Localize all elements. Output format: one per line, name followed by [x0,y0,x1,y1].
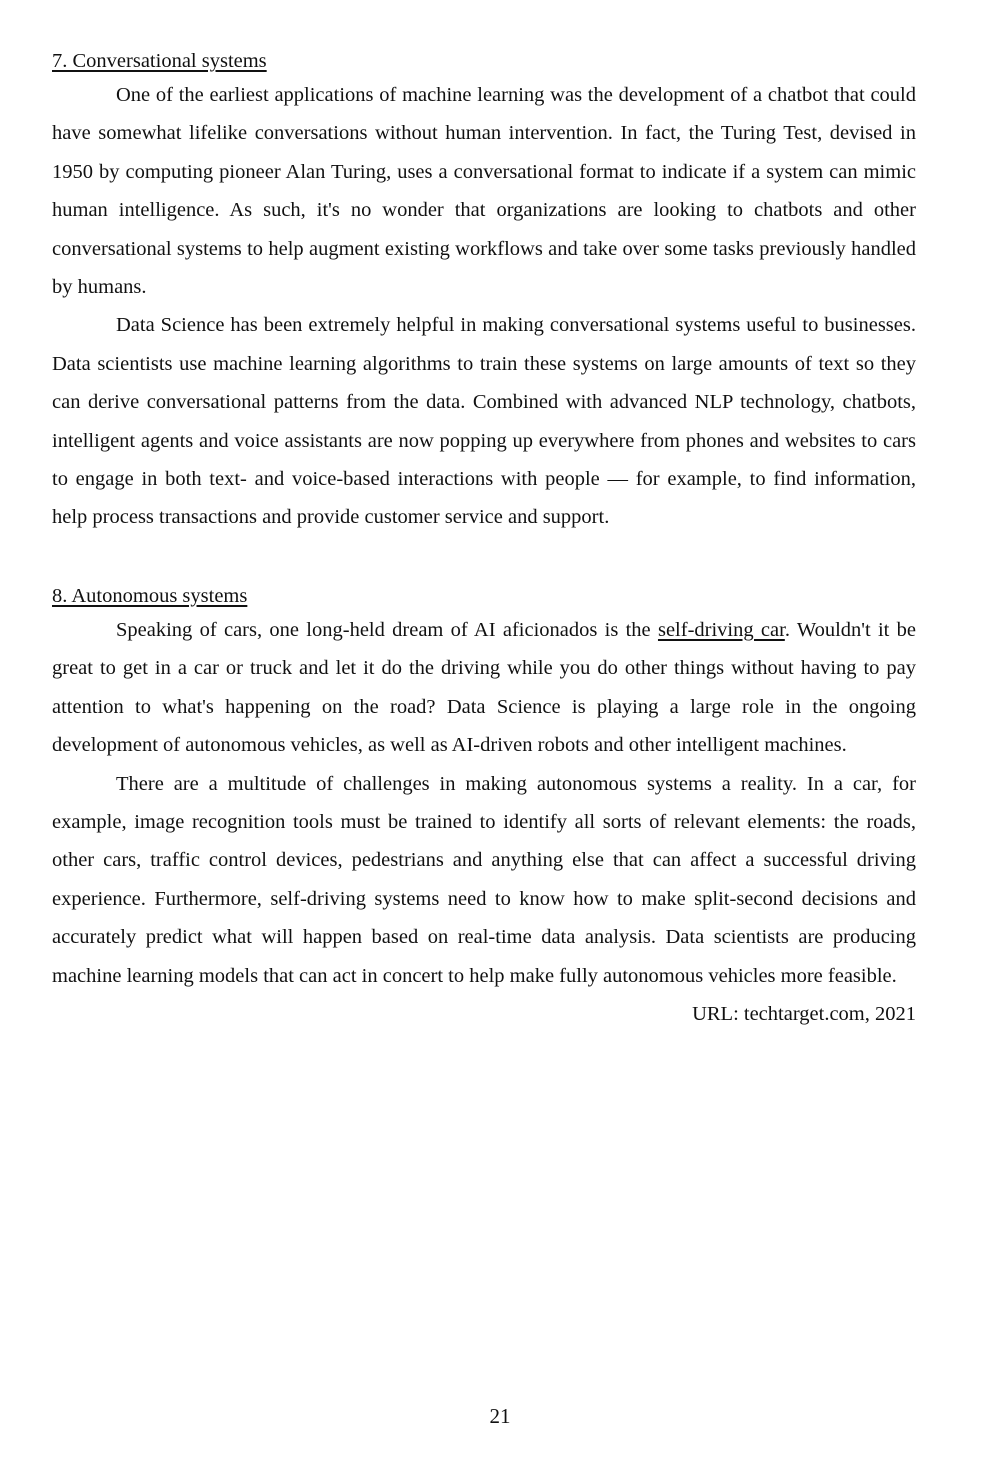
document-page [52,46,916,1033]
self-driving-car-link[interactable]: self-driving car [657,618,785,641]
paragraph-autonomous-1 [52,611,916,765]
paragraph-conversational-2: Data Science has been extremely helpful in making conversational systems useful to businesses. Data scientists use machine learning algorithms to train these systems on large amounts of text so they can derive conversational patterns from the data. Combined with advanced NLP technology, chatbots, intelligent agents and voice assistants are now popping up everywhere from phones and websites to cars to engage in both text- and voice-based interactions with people — for example, to find information, help process transactions and provide customer service and support. [52,314,916,529]
source-citation: URL: techtarget.com, 2021 [692,1002,916,1025]
paragraph-conversational-1: One of the earliest applications of machine learning was the development of a chatbot that could have somewhat lifelike conversations without human intervention. In fact, the Turing Test, devised in 1950 by computing pioneer Alan Turing, uses a conversational format to indicate if a system can mimic human intelligence. As such, it's no wonder that organizations are looking to chatbots and other conversational systems to help augment existing workflows and take over some tasks previously handled by humans. [52,84,916,299]
section-spacer [52,537,916,581]
paragraph-text: Speaking of cars, one long-held dream of AI aficionados is the [116,618,658,641]
section-heading-conversational-systems: 7. Conversational systems [52,50,267,72]
section-heading-autonomous-systems: 8. Autonomous systems [52,584,248,607]
paragraph-text: . Wouldn't it be great to get in a car or truck and let it do the driving while you do other things without having to pay attention to what's happening on the road? Data Science is playing a large role in the ongoing development of autonomous vehicles, as well as AI-driven robots and other intelligent machines. [52,618,916,757]
page-number: 21 [489,1404,511,1428]
paragraph-autonomous-2: There are a multitude of challenges in making autonomous systems a reality. In a car, for example, image recognition tools must be trained to identify all sorts of relevant elements: the roads, other cars, traffic control devices, pedestrians and anything else that can affect a successful driving experience. Furthermore, self-driving systems need to know how to make split-second decisions and accurately predict what will happen based on real-time data analysis. Data scientists are producing machine learning models that can act in concert to help make fully autonomous vehicles more feasible. [52,772,916,987]
